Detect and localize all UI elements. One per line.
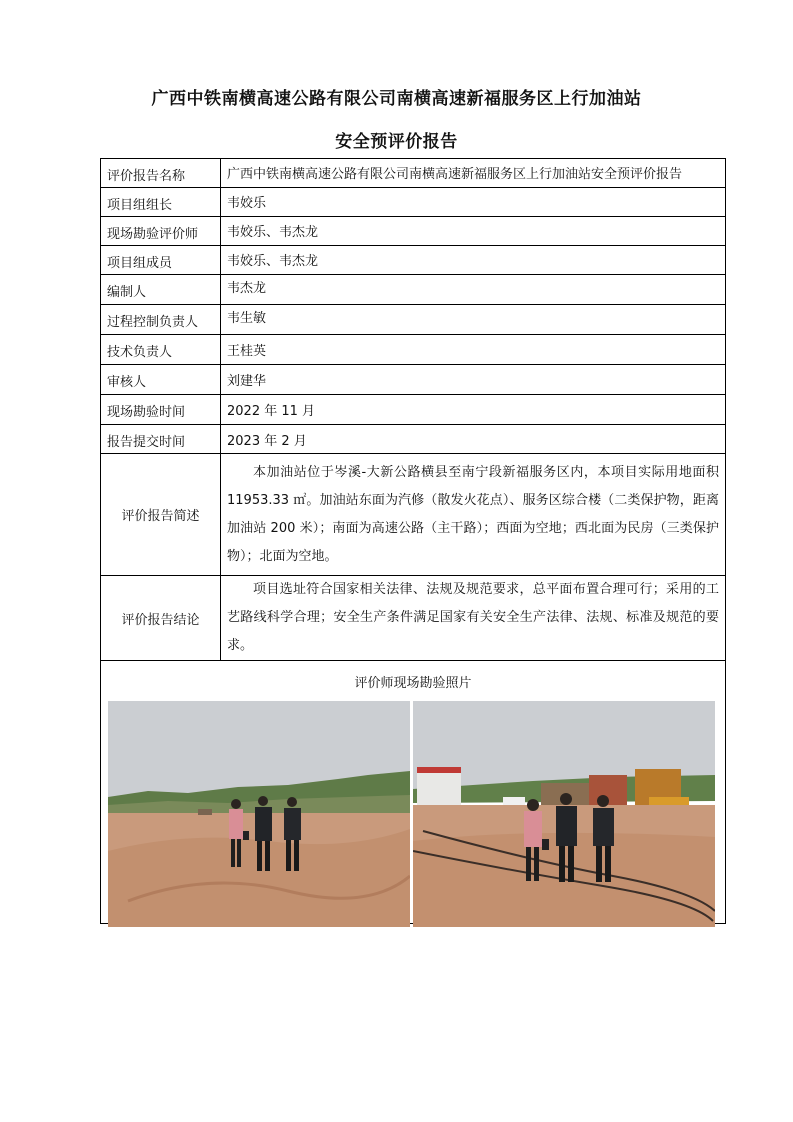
row-value: 韦姣乐	[221, 188, 726, 217]
row-value: 2022 年 11 月	[221, 395, 726, 425]
table-row	[101, 335, 726, 365]
row-value: 王桂英	[221, 335, 726, 365]
row-value: 韦姣乐、韦杰龙	[221, 246, 726, 275]
row-label: 技术负责人	[101, 335, 221, 365]
conclusion-text-cell	[221, 576, 726, 661]
table-row	[101, 365, 726, 395]
table-row	[101, 454, 726, 576]
row-label: 过程控制负责人	[101, 305, 221, 335]
row-label: 报告提交时间	[101, 425, 221, 454]
row-value: 刘建华	[221, 365, 726, 395]
photos-row	[101, 691, 725, 923]
report-info-table	[100, 158, 726, 924]
table-row	[101, 576, 726, 661]
row-value: 韦杰龙	[221, 275, 726, 305]
row-value: 广西中铁南横高速公路有限公司南横高速新福服务区上行加油站安全预评价报告	[221, 159, 726, 188]
table-row	[101, 305, 726, 335]
conclusion-text: 项目选址符合国家相关法律、法规及规范要求，总平面布置合理可行；采用的工艺路线科学合理；安全生产条件满足国家有关安全生产法律、法规、标准及规范的要求。	[227, 582, 719, 653]
table-row	[101, 395, 726, 425]
row-label: 审核人	[101, 365, 221, 395]
row-label: 项目组组长	[101, 188, 221, 217]
row-label: 编制人	[101, 275, 221, 305]
table-row	[101, 246, 726, 275]
table-row	[101, 425, 726, 454]
row-label: 项目组成员	[101, 246, 221, 275]
row-value: 韦生敏	[221, 305, 726, 335]
photos-cell	[101, 661, 726, 924]
table-row	[101, 188, 726, 217]
table-row	[101, 217, 726, 246]
summary-label: 评价报告简述	[101, 454, 221, 576]
summary-text-cell	[221, 454, 726, 576]
site-photo-2	[413, 701, 715, 927]
summary-text: 本加油站位于岑溪-大新公路横县至南宁段新福服务区内，本项目实际用地面积 11953.33 ㎡。加油站东面为汽修（散发火花点）、服务区综合楼（二类保护物，距离加油站 200 米）；南面为高速公路（主干路）；西面为空地；西北面为民房（三类保护物）；北面为空地。	[227, 464, 719, 564]
row-label: 现场勘验时间	[101, 395, 221, 425]
document-title-line2: 安全预评价报告	[335, 132, 458, 152]
site-photo-1	[108, 701, 410, 927]
row-value: 2023 年 2 月	[221, 425, 726, 454]
photos-caption: 评价师现场勘验照片	[354, 676, 472, 691]
document-title-line1: 广西中铁南横高速公路有限公司南横高速新福服务区上行加油站	[151, 89, 642, 109]
table-row	[101, 661, 726, 924]
row-value: 韦姣乐、韦杰龙	[221, 217, 726, 246]
table-row	[101, 159, 726, 188]
table-row	[101, 275, 726, 305]
conclusion-label: 评价报告结论	[101, 576, 221, 661]
row-label: 现场勘验评价师	[101, 217, 221, 246]
row-label: 评价报告名称	[101, 159, 221, 188]
